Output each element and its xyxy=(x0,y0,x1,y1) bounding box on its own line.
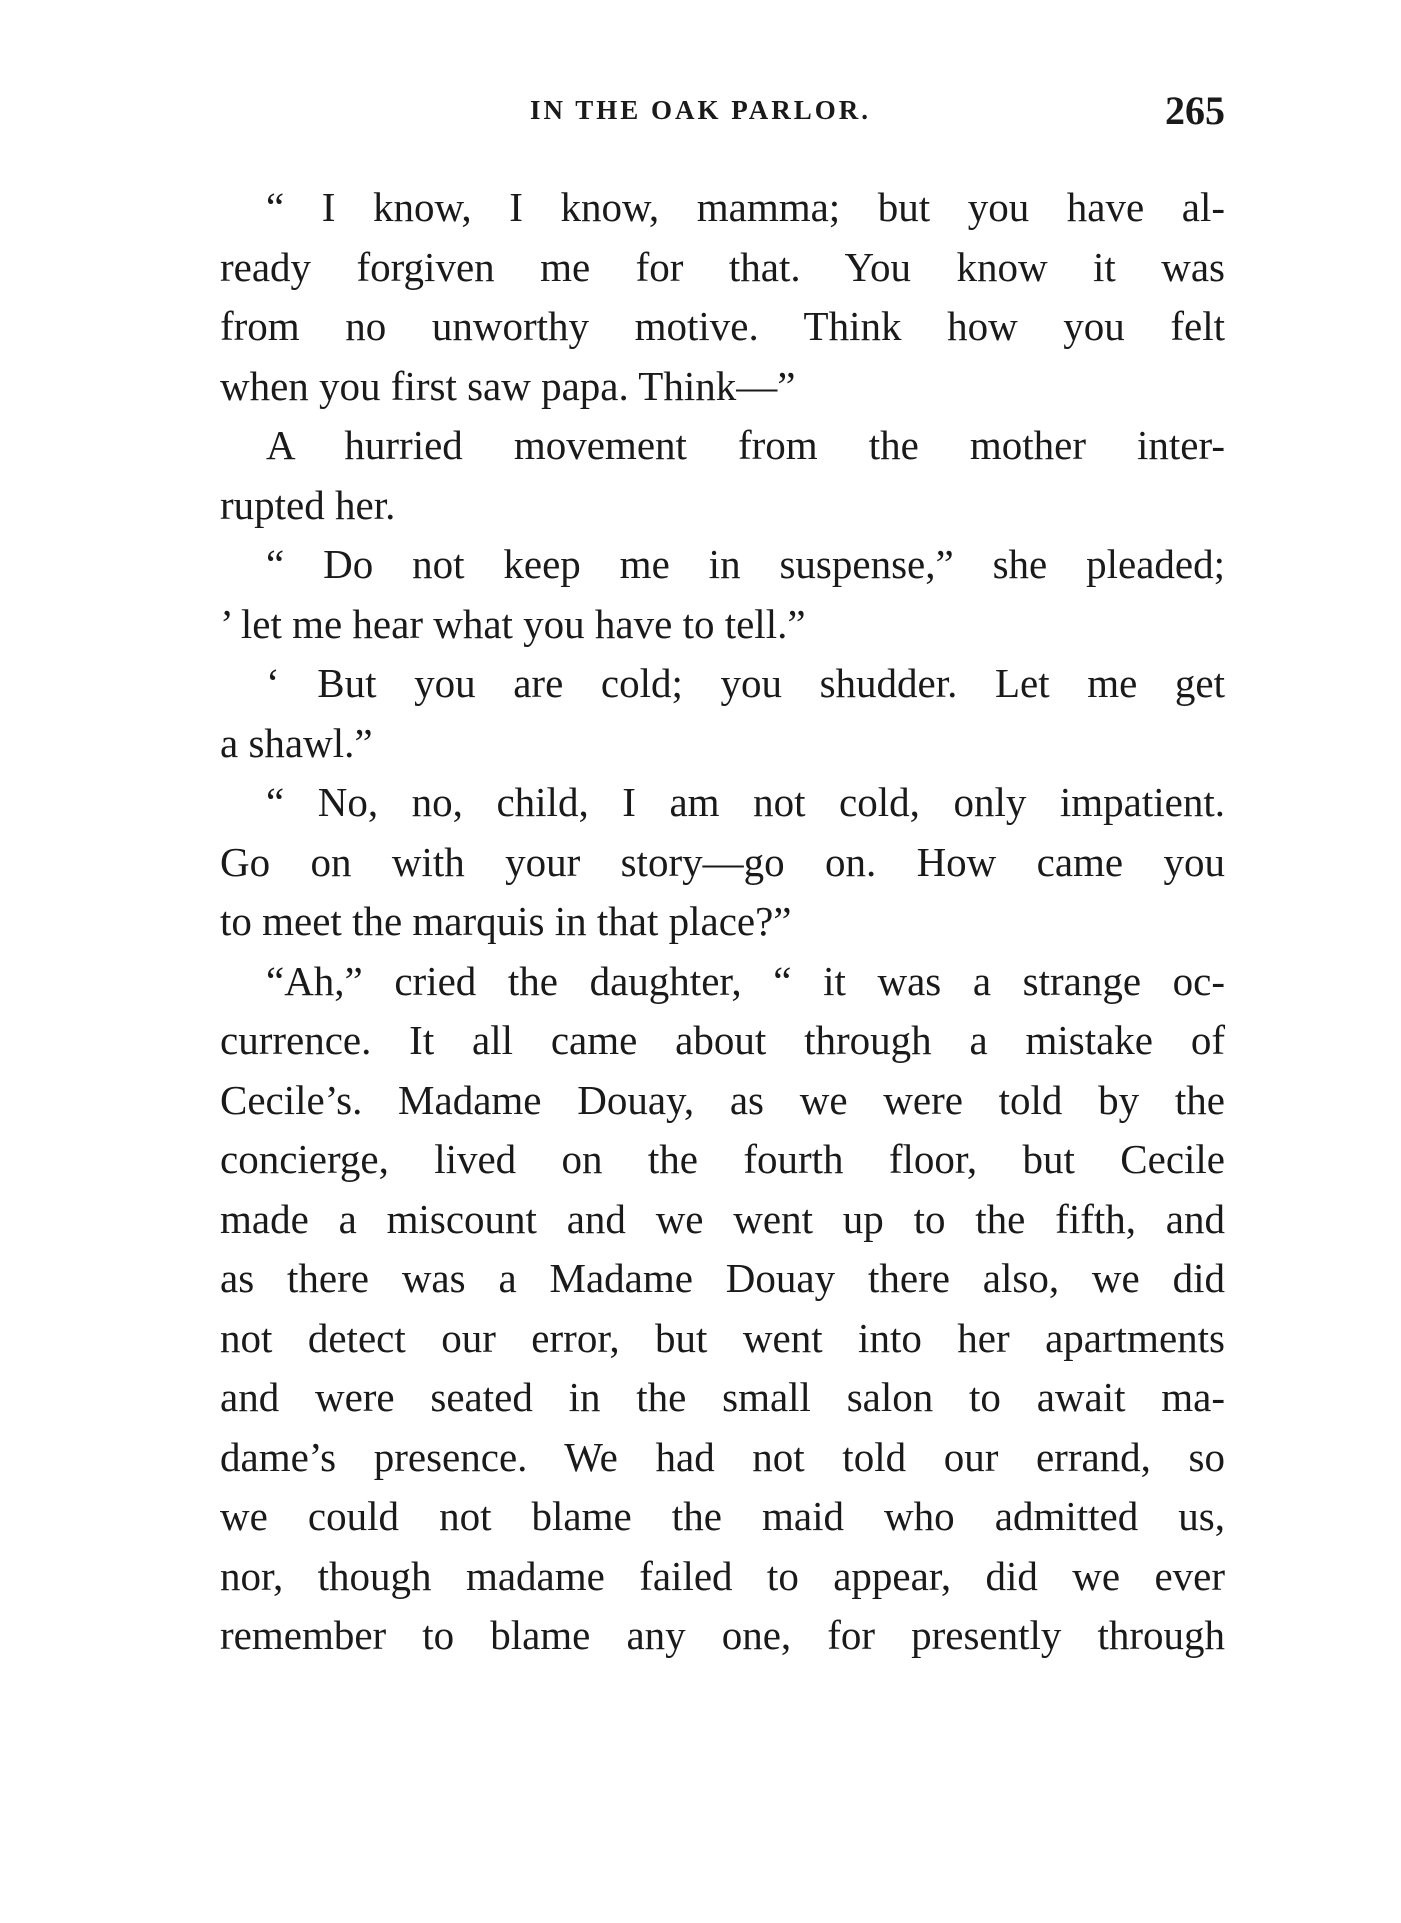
running-head xyxy=(220,88,1225,139)
text-line: and were seated in the small salon to await ma- xyxy=(220,1374,1225,1420)
text-line: when you first saw papa. Think—” xyxy=(220,362,796,409)
text-line: “Ah,” cried the daughter, “ it was a strange oc- xyxy=(266,957,1225,1004)
running-title: IN THE OAK PARLOR. xyxy=(530,95,872,125)
text-line: “ No, no, child, I am not cold, only impatient. xyxy=(266,779,1225,825)
text-line: dame’s presence. We had not told our errand, so xyxy=(220,1433,1225,1480)
text-line: “ Do not keep me in suspense,” she pleaded; xyxy=(266,541,1225,587)
body-text xyxy=(220,178,1225,1666)
text-line: to meet the marquis in that place?” xyxy=(220,898,792,944)
text-line: a shawl.” xyxy=(220,719,373,766)
text-line: Go on with your story—go on. How came you xyxy=(220,838,1225,885)
text-line: ’ let me hear what you have to tell.” xyxy=(220,600,806,647)
text-line: ‘ But you are cold; you shudder. Let me get xyxy=(266,660,1225,706)
text-line: currence. It all came about through a mistake of xyxy=(220,1017,1225,1063)
text-line: “ I know, I know, mamma; but you have al- xyxy=(266,184,1225,230)
text-line: we could not blame the maid who admitted us, xyxy=(220,1493,1225,1539)
text-line: concierge, lived on the fourth floor, but Cecile xyxy=(220,1136,1225,1182)
text-line: made a miscount and we went up to the fifth, and xyxy=(220,1195,1225,1242)
text-line: A hurried movement from the mother inter- xyxy=(266,422,1225,468)
text-line: nor, though madame failed to appear, did we ever xyxy=(220,1552,1225,1599)
text-line: rupted her. xyxy=(220,481,396,528)
text-line: from no unworthy motive. Think how you felt xyxy=(220,303,1225,349)
page-number: 265 xyxy=(1165,88,1225,133)
text-line: ready forgiven me for that. You know it was xyxy=(220,243,1225,290)
text-line: not detect our error, but went into her apartments xyxy=(220,1314,1225,1361)
text-line: remember to blame any one, for presently through xyxy=(220,1612,1225,1658)
text-line: as there was a Madame Douay there also, we did xyxy=(220,1255,1225,1301)
text-line: Cecile’s. Madame Douay, as we were told by the xyxy=(220,1076,1225,1123)
